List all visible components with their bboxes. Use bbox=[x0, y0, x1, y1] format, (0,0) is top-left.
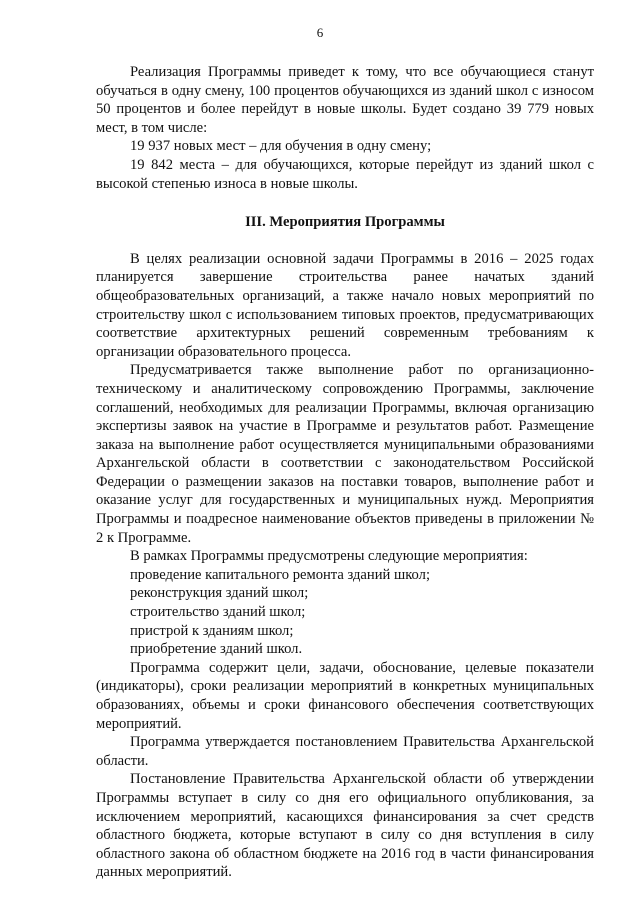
document-body bbox=[96, 63, 594, 882]
paragraph-activities-intro: В рамках Программы предусмотрены следующие мероприятия: bbox=[130, 548, 528, 565]
paragraph-program-contents: Программа содержит цели, задачи, обоснование, целевые показатели (индикаторы), сроки реализации мероприятий в конкретных муниципальных образованиях, объемы и сроки финансового обеспечения соответствующих мероприятий. bbox=[96, 659, 594, 732]
list-item: строительство зданий школ; bbox=[130, 604, 306, 621]
list-item: пристрой к зданиям школ; bbox=[130, 622, 294, 639]
section-heading: III. Мероприятия Программы bbox=[245, 214, 445, 231]
paragraph-program-approval: Программа утверждается постановлением Правительства Архангельской области. bbox=[96, 734, 594, 769]
list-item: проведение капитального ремонта зданий школ; bbox=[130, 566, 430, 583]
paragraph-worn-buildings-places: 19 842 места – для обучающихся, которые перейдут из зданий школ с высокой степенью износа в новые школы. bbox=[96, 156, 594, 192]
list-item: приобретение зданий школ. bbox=[130, 641, 303, 658]
paragraph-support-works: Предусматривается также выполнение работ по организационно-техническому и аналитическому сопровождению Программы, заключение соглашений, необходимых для реализации Программы, включая организацию экспертизы заявок на участие в Программе и результатов работ. Размещение заказа на выполнение работ осуществляется муниципальными образованиями Архангельской области в соответствии с законодательством Российской Федерации о размещении заказов на поставки товаров, выполнение работ и оказание услуг для государственных и муниципальных нужд. Мероприятия Программы и поадресное наименование объектов приведены в приложении № 2 к Программе. bbox=[96, 362, 594, 546]
activities-list bbox=[96, 566, 594, 659]
list-item: реконструкция зданий школ; bbox=[130, 585, 309, 602]
paragraph-program-result: Реализация Программы приведет к тому, что все обучающиеся станут обучаться в одну смену, 100 процентов обучающихся из зданий школ с износом 50 процентов и более перейдут в новые школы. Будет создано 39 779 новых мест, в том числе: bbox=[96, 64, 594, 136]
paragraph-single-shift-places: 19 937 новых мест – для обучения в одну смену; bbox=[130, 138, 432, 155]
page-number: 6 bbox=[316, 25, 324, 40]
paragraph-resolution-effect: Постановление Правительства Архангельской области об утверждении Программы вступает в силу со дня его официального опубликования, за исключением мероприятий, касающихся финансирования за счет средств областного бюджета, которые вступают в силу со дня вступления в силу областного закона об областном бюджете на 2016 год в части финансирования данных мероприятий. bbox=[96, 771, 594, 881]
paragraph-main-task: В целях реализации основной задачи Программы в 2016 – 2025 годах планируется завершение строительства ранее начатых зданий общеобразовательных организаций, а также начало новых мероприятий по строительству школ с использованием типовых проектов, предусматривающих соответствие архитектурных решений современным требованиям к организации образовательного процесса. bbox=[96, 250, 594, 360]
